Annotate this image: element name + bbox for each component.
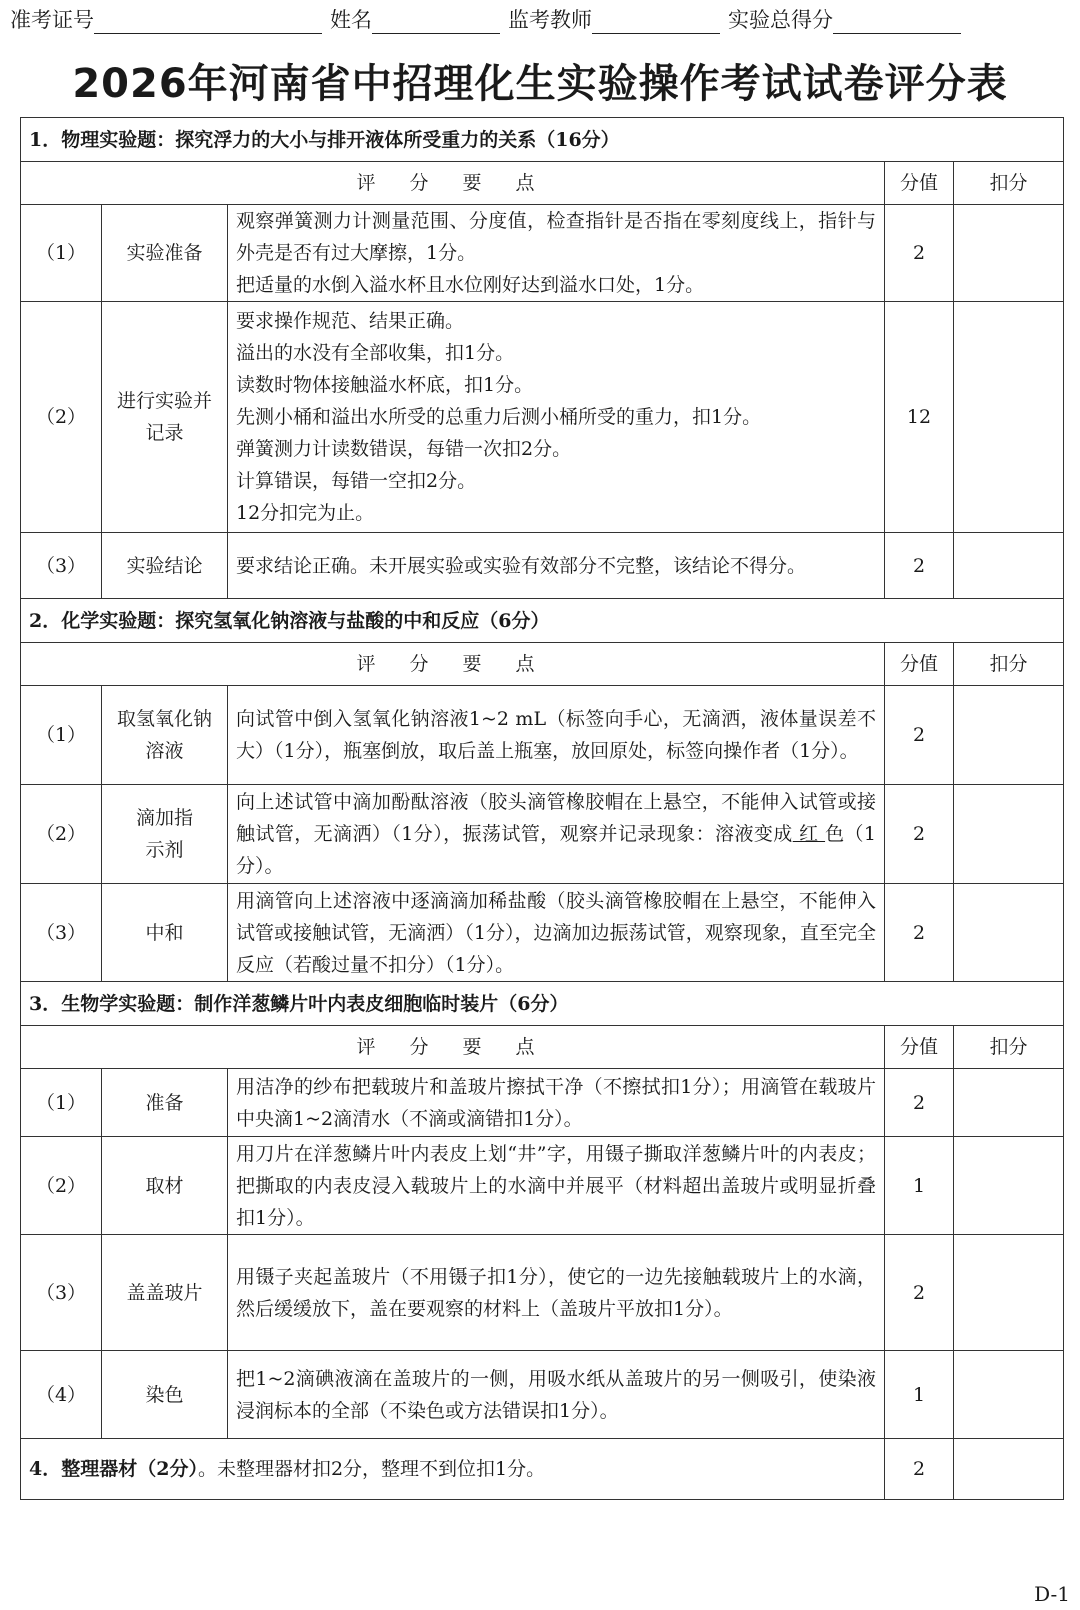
deduction-cell[interactable] xyxy=(954,785,1064,884)
proctor-field[interactable] xyxy=(592,9,720,34)
item-points: 2 xyxy=(885,533,954,599)
candidate-info-line xyxy=(10,4,1072,34)
item-name: 取氢氧化钠溶液 xyxy=(102,686,228,785)
item-criteria: 用镊子夹起盖玻片（不用镊子扣1分），使它的一边先接触载玻片上的水滴，然后缓缓放下，盖在要观察的材料上（盖玻片平放扣1分）。 xyxy=(228,1235,885,1351)
item-criteria: 向上述试管中滴加酚酞溶液（胶头滴管橡胶帽在上悬空，不能伸入试管或接触试管，无滴洒）（1分），振荡试管，观察并记录现象：溶液变成 红 色（1分）。 xyxy=(228,785,885,884)
item-number: （3） xyxy=(21,533,102,599)
criteria-header: 评 分 要 点 xyxy=(21,162,885,205)
deduction-cell[interactable] xyxy=(954,884,1064,982)
item-name: 进行实验并记录 xyxy=(102,302,228,533)
section-title: 3．生物学实验题：制作洋葱鳞片叶内表皮细胞临时装片（6分） xyxy=(21,982,1064,1026)
item-number: （1） xyxy=(21,686,102,785)
item-name: 实验准备 xyxy=(102,205,228,302)
name-field[interactable] xyxy=(372,9,500,34)
item-criteria: 要求结论正确。未开展实验或实验有效部分不完整，该结论不得分。 xyxy=(228,533,885,599)
deduction-cell[interactable] xyxy=(954,1235,1064,1351)
item-name: 盖盖玻片 xyxy=(102,1235,228,1351)
deduction-header: 扣分 xyxy=(954,162,1064,205)
item-points: 1 xyxy=(885,1351,954,1439)
points-header: 分值 xyxy=(885,1026,954,1069)
item-name: 中和 xyxy=(102,884,228,982)
name-label: 姓名 xyxy=(330,8,372,32)
deduction-cell[interactable] xyxy=(954,1439,1064,1500)
item-points: 12 xyxy=(885,302,954,533)
section-title: 2．化学实验题：探究氢氧化钠溶液与盐酸的中和反应（6分） xyxy=(21,599,1064,643)
item-number: （1） xyxy=(21,205,102,302)
item-number: （1） xyxy=(21,1069,102,1137)
item-points: 2 xyxy=(885,785,954,884)
exam-id-label: 准考证号 xyxy=(10,8,94,32)
item-number: （2） xyxy=(21,785,102,884)
item-criteria: 观察弹簧测力计测量范围、分度值，检查指针是否指在零刻度线上，指针与外壳是否有过大摩擦，1分。 把适量的水倒入溢水杯且水位刚好达到溢水口处，1分。 xyxy=(228,205,885,302)
deduction-header: 扣分 xyxy=(954,1026,1064,1069)
section-title: 4．整理器材（2分）。未整理器材扣2分，整理不到位扣1分。 xyxy=(21,1439,885,1500)
item-number: （3） xyxy=(21,1235,102,1351)
total-score-label: 实验总得分 xyxy=(728,8,833,32)
item-points: 2 xyxy=(885,1235,954,1351)
item-criteria: 把1~2滴碘液滴在盖玻片的一侧，用吸水纸从盖玻片的另一侧吸引，使染液浸润标本的全部（不染色或方法错误扣1分）。 xyxy=(228,1351,885,1439)
item-name: 染色 xyxy=(102,1351,228,1439)
item-criteria: 用滴管向上述溶液中逐滴滴加稀盐酸（胶头滴管橡胶帽在上悬空，不能伸入试管或接触试管，无滴洒）（1分），边滴加边振荡试管，观察现象，直至完全反应（若酸过量不扣分）（1分）。 xyxy=(228,884,885,982)
deduction-cell[interactable] xyxy=(954,1351,1064,1439)
item-name: 准备 xyxy=(102,1069,228,1137)
item-points: 2 xyxy=(885,686,954,785)
item-criteria: 向试管中倒入氢氧化钠溶液1~2 mL（标签向手心，无滴洒，液体量误差不大）（1分），瓶塞倒放，取后盖上瓶塞，放回原处，标签向操作者（1分）。 xyxy=(228,686,885,785)
item-criteria: 用刀片在洋葱鳞片叶内表皮上划“井”字，用镊子撕取洋葱鳞片叶的内表皮；把撕取的内表皮浸入载玻片上的水滴中并展平（材料超出盖玻片或明显折叠扣1分）。 xyxy=(228,1137,885,1235)
item-points: 2 xyxy=(885,884,954,982)
item-criteria: 用洁净的纱布把载玻片和盖玻片擦拭干净（不擦拭扣1分）；用滴管在载玻片中央滴1~2滴清水（不滴或滴错扣1分）。 xyxy=(228,1069,885,1137)
item-name: 取材 xyxy=(102,1137,228,1235)
color-answer: 红 xyxy=(792,823,826,845)
item-points: 2 xyxy=(885,1439,954,1500)
item-number: （3） xyxy=(21,884,102,982)
deduction-cell[interactable] xyxy=(954,1069,1064,1137)
points-header: 分值 xyxy=(885,643,954,686)
exam-id-field[interactable] xyxy=(94,9,322,34)
item-number: （2） xyxy=(21,302,102,533)
deduction-header: 扣分 xyxy=(954,643,1064,686)
deduction-cell[interactable] xyxy=(954,533,1064,599)
item-points: 1 xyxy=(885,1137,954,1235)
deduction-cell[interactable] xyxy=(954,302,1064,533)
deduction-cell[interactable] xyxy=(954,1137,1064,1235)
deduction-cell[interactable] xyxy=(954,686,1064,785)
section-title: 1．物理实验题：探究浮力的大小与排开液体所受重力的关系（16分） xyxy=(21,118,1064,162)
page-title: 2026年河南省中招理化生实验操作考试试卷评分表 xyxy=(72,61,1008,107)
item-number: （2） xyxy=(21,1137,102,1235)
item-name: 实验结论 xyxy=(102,533,228,599)
criteria-header: 评 分 要 点 xyxy=(21,1026,885,1069)
proctor-label: 监考教师 xyxy=(508,8,592,32)
item-criteria: 要求操作规范、结果正确。 溢出的水没有全部收集，扣1分。 读数时物体接触溢水杯底，扣1分。 先测小桶和溢出水所受的总重力后测小桶所受的重力，扣1分。 弹簧测力计读数错误，每错一次扣2分。 计算错误，每错一空扣2分。 12分扣完为止。 xyxy=(228,302,885,533)
total-score-field[interactable] xyxy=(833,9,961,34)
item-points: 2 xyxy=(885,205,954,302)
item-points: 2 xyxy=(885,1069,954,1137)
criteria-header: 评 分 要 点 xyxy=(21,643,885,686)
item-number: （4） xyxy=(21,1351,102,1439)
item-name: 滴加指示剂 xyxy=(102,785,228,884)
scoring-table xyxy=(20,117,1064,1500)
deduction-cell[interactable] xyxy=(954,205,1064,302)
points-header: 分值 xyxy=(885,162,954,205)
page-number: D-1 xyxy=(1034,1582,1070,1606)
